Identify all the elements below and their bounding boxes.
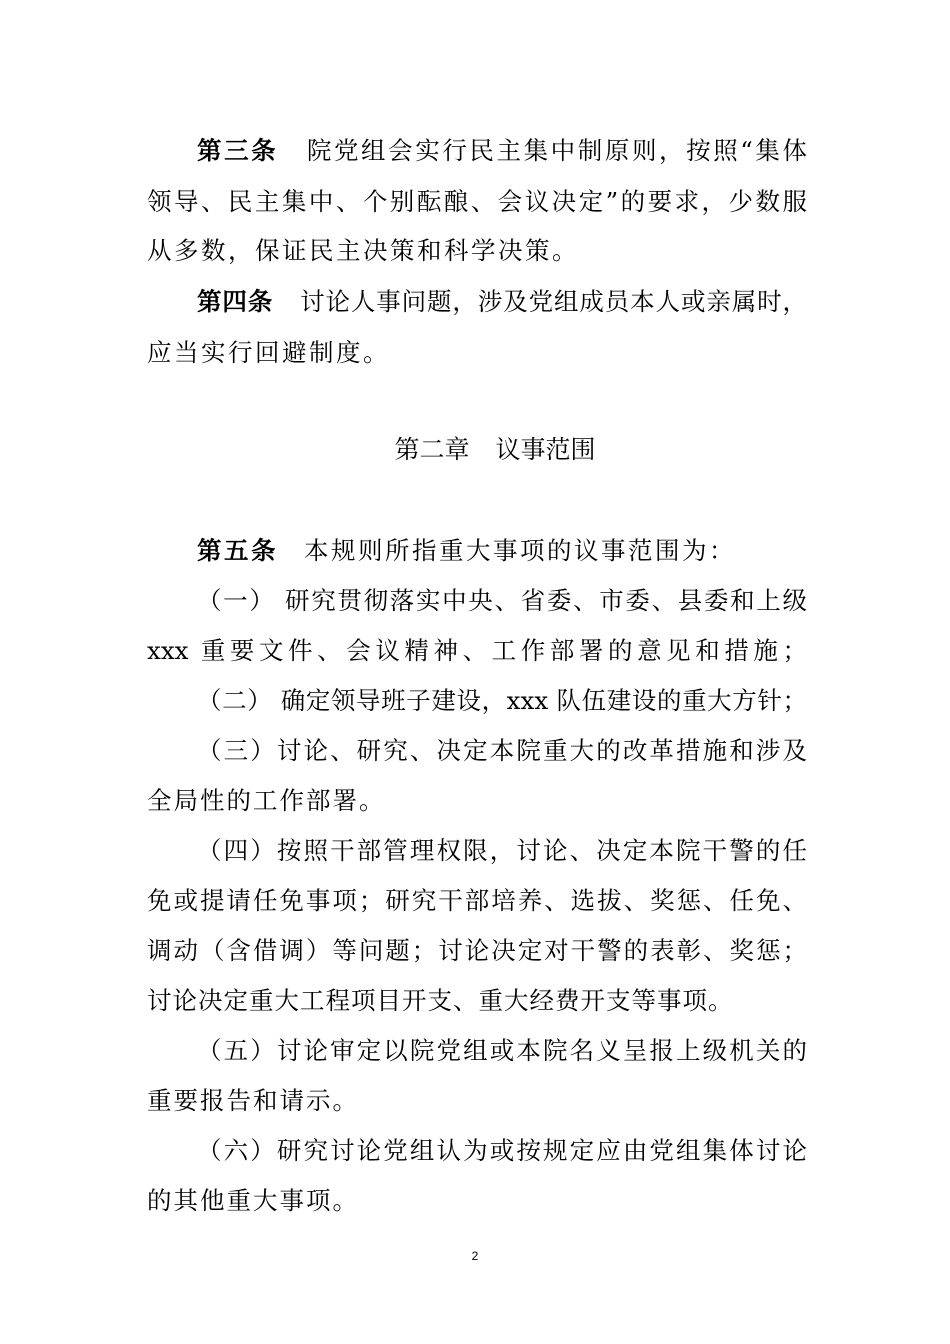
article-3-text-1: 院党组会实行民主集中制原则，按照“集体 [304,136,808,165]
chapter-title: 议事范围 [495,435,596,464]
chapter-heading [0,435,950,465]
article-4-text-1: 讨论人事问题，涉及党组成员本人或亲属时， [299,287,808,316]
article-5-text-1: 本规则所指重大事项的议事范围为： [304,536,736,565]
article-4-line-1 [197,287,807,317]
article-4-line-2: 应当实行回避制度。 [147,338,390,367]
article-5-label: 第五条 [197,536,278,565]
item-4-line-2: 免或提请任免事项；研究干部培养、选拔、奖惩、任免、 [147,886,807,915]
item-4-line-1: （四）按照干部管理权限，讨论、决定本院干警的任 [197,836,807,865]
item-5-line-1: （五）讨论审定以院党组或本院名义呈报上级机关的 [197,1036,807,1065]
item-1-line-2: xxx 重要文件、会议精神、工作部署的意见和措施； [147,636,807,665]
item-3-line-2: 全局性的工作部署。 [147,786,386,815]
article-3-line-1 [197,136,807,166]
article-3-line-3: 从多数，保证民主决策和科学决策。 [147,236,579,265]
article-3-line-2: 领导、民主集中、个别酝酿、会议决定”的要求，少数服 [147,187,807,216]
item-4-line-3: 调动（含借调）等问题；讨论决定对干警的表彰、奖惩； [147,936,807,965]
item-1-line-1: （一） 研究贯彻落实中央、省委、市委、县委和上级 [197,586,807,615]
item-4-line-4: 讨论决定重大工程项目开支、重大经费开支等事项。 [147,986,734,1015]
article-3-label: 第三条 [197,136,279,165]
item-5-line-2: 重要报告和请示。 [147,1086,359,1115]
item-6-line-2: 的其他重大事项。 [147,1186,359,1215]
item-6-line-1: （六）研究讨论党组认为或按规定应由党组集体讨论 [197,1136,807,1165]
chapter-number: 第二章 [394,435,470,464]
item-3-line-1: （三）讨论、研究、决定本院重大的改革措施和涉及 [197,736,807,765]
item-2-line-1: （二） 确定领导班子建设，xxx 队伍建设的重大方针； [197,686,807,715]
article-4-label: 第四条 [197,287,274,316]
page-number: 2 [471,1249,479,1263]
article-5-line-1 [197,536,807,566]
